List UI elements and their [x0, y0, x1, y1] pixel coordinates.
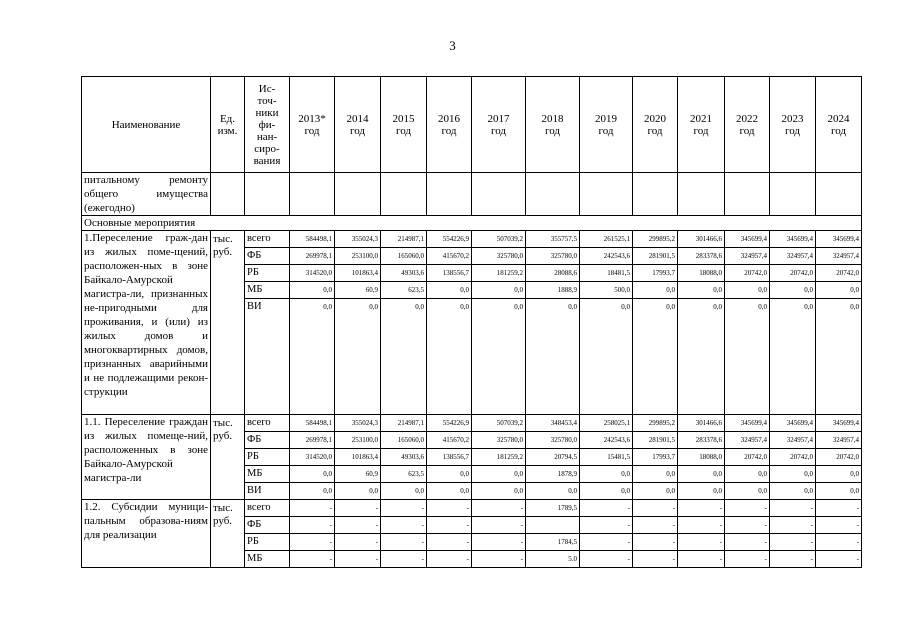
value-cell: 415670,2: [427, 248, 472, 265]
header-year-10: [770, 77, 816, 173]
section-title: Основные мероприятия: [82, 216, 862, 231]
value-cell: 60,9: [335, 282, 381, 299]
header-row: [82, 77, 862, 173]
value-cell: -: [770, 500, 816, 517]
value-cell: 0,0: [678, 282, 725, 299]
value-cell: 345699,4: [725, 231, 770, 248]
row-name: 1.1. Переселение граждан из жилых помеще-ний, расположенных в зоне Байкало-Амурской магистра-ли: [82, 415, 211, 500]
header-year-value: 2013*: [298, 112, 326, 125]
header-year-value: 2016: [438, 112, 460, 125]
value-cell: -: [580, 551, 633, 568]
value-cell: 584498,1: [290, 231, 335, 248]
value-cell: 283378,6: [678, 248, 725, 265]
value-cell: 1789,5: [526, 500, 580, 517]
value-cell: 324957,4: [816, 248, 862, 265]
value-cell: 299895,2: [633, 415, 678, 432]
header-year-label: год: [784, 124, 801, 137]
value-cell: 138556,7: [427, 265, 472, 282]
value-cell: 269978,1: [290, 432, 335, 449]
value-cell: 28088,6: [526, 265, 580, 282]
source-label: МБ: [245, 282, 290, 299]
value-cell: 1878,9: [526, 466, 580, 483]
row-name: 1.2. Субсидии муници-пальным образова-ниям для реализации: [82, 500, 211, 568]
value-cell: 0,0: [725, 483, 770, 500]
header-year-label: год: [304, 124, 320, 137]
value-cell: 325780,0: [472, 432, 526, 449]
value-cell: -: [427, 500, 472, 517]
value-cell: 0,0: [678, 466, 725, 483]
header-year-label: год: [395, 124, 412, 137]
value-cell: -: [580, 534, 633, 551]
empty-cell: [526, 173, 580, 216]
value-cell: 314520,0: [290, 265, 335, 282]
table-row: [82, 415, 862, 432]
value-cell: -: [381, 551, 427, 568]
empty-cell: [725, 173, 770, 216]
value-cell: 584498,1: [290, 415, 335, 432]
continuation-row: [82, 173, 862, 216]
header-year-value: 2014: [346, 112, 369, 125]
header-year-2: [381, 77, 427, 173]
header-year-label: год: [647, 124, 663, 137]
value-cell: -: [381, 517, 427, 534]
value-cell: 0,0: [770, 483, 816, 500]
header-source: Ис- точ- ники фи- нан- сиро- вания: [245, 77, 290, 173]
value-cell: 18088,0: [678, 265, 725, 282]
value-cell: 324957,4: [770, 248, 816, 265]
value-cell: -: [633, 534, 678, 551]
value-cell: 101863,4: [335, 265, 381, 282]
value-cell: 214987,1: [381, 231, 427, 248]
value-cell: 324957,4: [725, 248, 770, 265]
value-cell: -: [770, 517, 816, 534]
row-name: 1.Переселение граж-дан из жилых поме-щений, расположен-ных в зоне Байкало-Амурской магистра-ли, признанных не-пригодными для проживания, и (или) из жилых домов и многоквартирных домов, признанных аварийными и не подлежащими рекон-струкции: [82, 231, 211, 415]
header-year-value: 2024: [827, 112, 850, 125]
value-cell: -: [633, 517, 678, 534]
value-cell: 355024,3: [335, 415, 381, 432]
empty-cell: [335, 173, 381, 216]
table-row: [82, 500, 862, 517]
value-cell: -: [770, 551, 816, 568]
empty-cell: [633, 173, 678, 216]
value-cell: 0,0: [633, 282, 678, 299]
header-year-9: [725, 77, 770, 173]
header-name: Наименование: [82, 77, 211, 173]
value-cell: 0,0: [580, 483, 633, 500]
header-year-4: [472, 77, 526, 173]
value-cell: -: [678, 517, 725, 534]
value-cell: 623,5: [381, 466, 427, 483]
value-cell: 345699,4: [770, 231, 816, 248]
source-label: РБ: [245, 265, 290, 282]
source-label: всего: [245, 415, 290, 432]
value-cell: 0,0: [633, 466, 678, 483]
header-year-7: [633, 77, 678, 173]
empty-cell: [211, 173, 245, 216]
value-cell: 0,0: [816, 299, 862, 415]
value-cell: 0,0: [816, 483, 862, 500]
header-year-value: 2021: [690, 112, 712, 125]
header-year-8: [678, 77, 725, 173]
source-label: всего: [245, 231, 290, 248]
value-cell: 0,0: [725, 282, 770, 299]
value-cell: 0,0: [427, 282, 472, 299]
header-year-label: год: [598, 124, 614, 137]
empty-cell: [678, 173, 725, 216]
value-cell: -: [335, 534, 381, 551]
value-cell: -: [427, 517, 472, 534]
value-cell: -: [335, 551, 381, 568]
value-cell: -: [725, 500, 770, 517]
financing-table: [81, 76, 862, 568]
source-label: ФБ: [245, 432, 290, 449]
value-cell: 299895,2: [633, 231, 678, 248]
header-year-label: год: [441, 124, 457, 137]
header-year-3: [427, 77, 472, 173]
empty-cell: [580, 173, 633, 216]
source-label: РБ: [245, 534, 290, 551]
value-cell: -: [678, 551, 725, 568]
header-year-value: 2019: [595, 112, 617, 125]
value-cell: 60,9: [335, 466, 381, 483]
value-cell: 314520,0: [290, 449, 335, 466]
value-cell: 242543,6: [580, 432, 633, 449]
header-year-1: [335, 77, 381, 173]
header-year-label: год: [739, 124, 755, 137]
value-cell: -: [472, 517, 526, 534]
value-cell: 0,0: [770, 466, 816, 483]
header-year-11: [816, 77, 862, 173]
value-cell: 138556,7: [427, 449, 472, 466]
value-cell: [526, 517, 580, 534]
value-cell: 0,0: [580, 466, 633, 483]
value-cell: 20742,0: [816, 449, 862, 466]
value-cell: 20742,0: [725, 449, 770, 466]
value-cell: 101863,4: [335, 449, 381, 466]
value-cell: -: [816, 517, 862, 534]
value-cell: 181259,2: [472, 265, 526, 282]
value-cell: 355024,3: [335, 231, 381, 248]
source-label: всего: [245, 500, 290, 517]
value-cell: -: [381, 534, 427, 551]
value-cell: -: [816, 534, 862, 551]
value-cell: -: [678, 500, 725, 517]
value-cell: -: [678, 534, 725, 551]
value-cell: 49303,6: [381, 265, 427, 282]
section-row: [82, 216, 862, 231]
value-cell: 49303,6: [381, 449, 427, 466]
value-cell: 165060,0: [381, 432, 427, 449]
value-cell: 301466,6: [678, 231, 725, 248]
value-cell: -: [580, 517, 633, 534]
value-cell: 0,0: [678, 299, 725, 415]
source-label: РБ: [245, 449, 290, 466]
empty-cell: [816, 173, 862, 216]
value-cell: -: [725, 517, 770, 534]
value-cell: -: [816, 551, 862, 568]
value-cell: 301466,6: [678, 415, 725, 432]
value-cell: 0,0: [580, 299, 633, 415]
empty-cell: [245, 173, 290, 216]
row-unit: тыс. руб.: [211, 415, 245, 500]
value-cell: 0,0: [427, 466, 472, 483]
value-cell: -: [381, 500, 427, 517]
value-cell: 0,0: [526, 299, 580, 415]
source-label: ФБ: [245, 517, 290, 534]
value-cell: 281901,5: [633, 432, 678, 449]
value-cell: 214987,1: [381, 415, 427, 432]
header-year-label: год: [693, 124, 709, 137]
value-cell: 0,0: [725, 299, 770, 415]
value-cell: 0,0: [816, 282, 862, 299]
header-year-value: 2022: [736, 112, 758, 125]
value-cell: 281901,5: [633, 248, 678, 265]
value-cell: 20742,0: [770, 265, 816, 282]
empty-cell: [427, 173, 472, 216]
header-year-label: год: [544, 124, 561, 137]
header-unit: Ед. изм.: [211, 77, 245, 173]
value-cell: -: [290, 534, 335, 551]
header-year-6: [580, 77, 633, 173]
table-row: [82, 231, 862, 248]
value-cell: 348453,4: [526, 415, 580, 432]
value-cell: 345699,4: [816, 231, 862, 248]
header-year-value: 2017: [487, 112, 510, 125]
value-cell: 325780,0: [526, 248, 580, 265]
value-cell: 0,0: [290, 282, 335, 299]
source-label: ФБ: [245, 248, 290, 265]
value-cell: 242543,6: [580, 248, 633, 265]
value-cell: 415670,2: [427, 432, 472, 449]
header-year-value: 2023: [781, 112, 804, 125]
source-label: МБ: [245, 551, 290, 568]
header-year-value: 2015: [392, 112, 415, 125]
value-cell: 17993,7: [633, 449, 678, 466]
value-cell: 1784,5: [526, 534, 580, 551]
continuation-text: питальному ремонту общего имущества (ежегодно): [82, 173, 211, 216]
value-cell: 500,0: [580, 282, 633, 299]
header-year-value: 2018: [541, 112, 564, 125]
value-cell: 554226,9: [427, 231, 472, 248]
value-cell: -: [633, 551, 678, 568]
value-cell: -: [472, 551, 526, 568]
value-cell: -: [472, 534, 526, 551]
header-year-value: 2020: [644, 112, 666, 125]
value-cell: 0,0: [472, 483, 526, 500]
value-cell: 0,0: [770, 299, 816, 415]
value-cell: -: [816, 500, 862, 517]
empty-cell: [381, 173, 427, 216]
value-cell: -: [427, 534, 472, 551]
value-cell: 345699,4: [770, 415, 816, 432]
value-cell: -: [290, 500, 335, 517]
value-cell: -: [725, 551, 770, 568]
value-cell: 5.0: [526, 551, 580, 568]
row-unit: тыс. руб.: [211, 500, 245, 568]
value-cell: 1888,9: [526, 282, 580, 299]
value-cell: 325780,0: [472, 248, 526, 265]
value-cell: 0,0: [290, 466, 335, 483]
value-cell: 0,0: [427, 299, 472, 415]
value-cell: 0,0: [472, 466, 526, 483]
value-cell: 261525,1: [580, 231, 633, 248]
value-cell: 0,0: [678, 483, 725, 500]
value-cell: 258025,1: [580, 415, 633, 432]
header-year-label: год: [349, 124, 366, 137]
empty-cell: [472, 173, 526, 216]
value-cell: 0,0: [335, 299, 381, 415]
value-cell: -: [290, 551, 335, 568]
page-number: 3: [449, 38, 456, 53]
value-cell: 554226,9: [427, 415, 472, 432]
value-cell: 20742,0: [816, 265, 862, 282]
value-cell: 345699,4: [725, 415, 770, 432]
value-cell: -: [580, 500, 633, 517]
value-cell: 345699,4: [816, 415, 862, 432]
value-cell: 0,0: [633, 483, 678, 500]
value-cell: 283378,6: [678, 432, 725, 449]
value-cell: 18481,5: [580, 265, 633, 282]
empty-cell: [290, 173, 335, 216]
value-cell: 0,0: [526, 483, 580, 500]
value-cell: -: [770, 534, 816, 551]
value-cell: 269978,1: [290, 248, 335, 265]
value-cell: 20794,5: [526, 449, 580, 466]
value-cell: 355757,5: [526, 231, 580, 248]
value-cell: 253100,0: [335, 432, 381, 449]
value-cell: 17993,7: [633, 265, 678, 282]
value-cell: 0,0: [633, 299, 678, 415]
value-cell: 0,0: [725, 466, 770, 483]
value-cell: 20742,0: [725, 265, 770, 282]
value-cell: 507039,2: [472, 415, 526, 432]
empty-cell: [770, 173, 816, 216]
value-cell: 0,0: [290, 483, 335, 500]
value-cell: -: [335, 517, 381, 534]
header-year-5: [526, 77, 580, 173]
value-cell: 18088,0: [678, 449, 725, 466]
value-cell: 0,0: [381, 299, 427, 415]
header-year-label: год: [830, 124, 847, 137]
value-cell: 0,0: [290, 299, 335, 415]
value-cell: -: [335, 500, 381, 517]
value-cell: 507039,2: [472, 231, 526, 248]
value-cell: 325780,0: [526, 432, 580, 449]
value-cell: -: [633, 500, 678, 517]
source-label: МБ: [245, 466, 290, 483]
value-cell: 0,0: [335, 483, 381, 500]
header-year-label: год: [490, 124, 507, 137]
value-cell: 20742,0: [770, 449, 816, 466]
value-cell: -: [472, 500, 526, 517]
value-cell: 0,0: [816, 466, 862, 483]
value-cell: -: [725, 534, 770, 551]
value-cell: 181259,2: [472, 449, 526, 466]
value-cell: 623,5: [381, 282, 427, 299]
value-cell: 15481,5: [580, 449, 633, 466]
value-cell: -: [290, 517, 335, 534]
value-cell: 324957,4: [725, 432, 770, 449]
value-cell: 253100,0: [335, 248, 381, 265]
source-label: ВИ: [245, 299, 290, 415]
value-cell: -: [427, 551, 472, 568]
value-cell: 324957,4: [816, 432, 862, 449]
row-unit: тыс. руб.: [211, 231, 245, 415]
value-cell: 324957,4: [770, 432, 816, 449]
value-cell: 0,0: [472, 299, 526, 415]
value-cell: 0,0: [381, 483, 427, 500]
value-cell: 0,0: [770, 282, 816, 299]
value-cell: 0,0: [472, 282, 526, 299]
header-year-0: [290, 77, 335, 173]
source-label: ВИ: [245, 483, 290, 500]
value-cell: 165060,0: [381, 248, 427, 265]
value-cell: 0,0: [427, 483, 472, 500]
